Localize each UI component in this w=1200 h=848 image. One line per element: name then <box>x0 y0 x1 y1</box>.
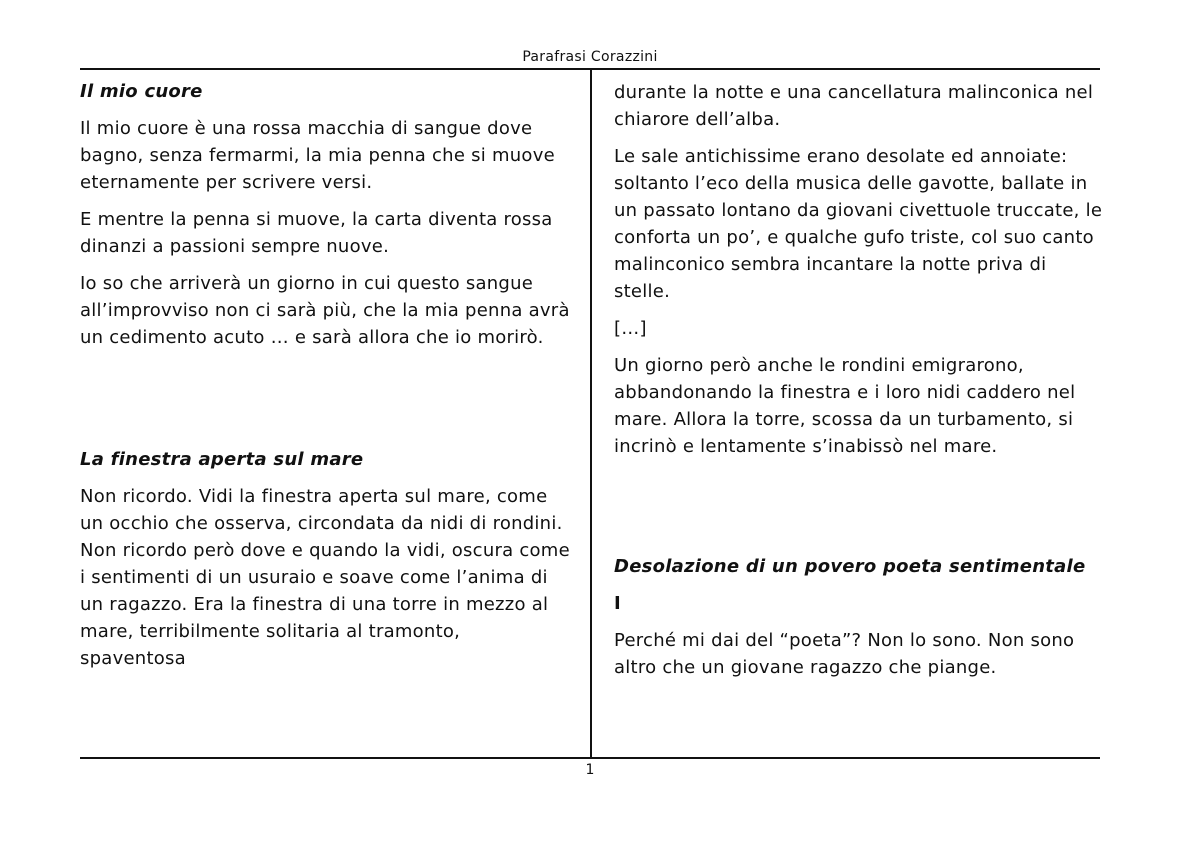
left-column <box>80 78 570 672</box>
paragraph: Non ricordo. Vidi la finestra aperta sul mare, come un occhio che osserva, circondata da nidi di rondini. Non ricordo però dove e quando la vidi, oscura come i sentimenti di un usuraio e soave come l’anima di un ragazzo. Era la finestra di una torre in mezzo al mare, terribilmente solitaria al tramonto, spaventosa <box>80 486 570 669</box>
paragraph: Un giorno però anche le rondini emigrarono, abbandonando la finestra e i loro nidi caddero nel mare. Allora la torre, scossa da un turbamento, si incrinò e lentamente s’inabissò nel mare. <box>614 355 1076 457</box>
paragraph: E mentre la penna si muove, la carta diventa rossa dinanzi a passioni sempre nuove. <box>80 209 553 257</box>
running-header-title: Parafrasi Corazzini <box>522 49 658 65</box>
roman-numeral-heading: I <box>614 593 621 614</box>
section-title-il-mio-cuore: Il mio cuore <box>80 81 203 102</box>
paragraph: Il mio cuore è una rossa macchia di sangue dove bagno, senza fermarmi, la mia penna che si muove eternamente per scrivere versi. <box>80 118 555 193</box>
page-number: 1 <box>585 762 595 778</box>
column-divider <box>590 69 592 758</box>
section-title-la-finestra-aperta-sul-mare: La finestra aperta sul mare <box>80 449 364 470</box>
paragraph: Io so che arriverà un giorno in cui questo sangue all’improvviso non ci sarà più, che la mia penna avrà un cedimento acuto … e sarà allora che io morirò. <box>80 273 570 348</box>
footer-rule <box>80 757 1100 759</box>
right-column <box>614 79 1104 681</box>
paragraph: Le sale antichissime erano desolate ed annoiate: soltanto l’eco della musica delle gavotte, ballate in un passato lontano da giovani civettuole truccate, le conforta un po’, e qualche gufo triste, col suo canto malinconico sembra incantare la notte priva di stelle. <box>614 146 1103 302</box>
paragraph: Perché mi dai del “poeta”? Non lo sono. Non sono altro che un giovane ragazzo che piange. <box>614 630 1075 678</box>
section-title-desolazione: Desolazione di un povero poeta sentimentale <box>614 556 1086 577</box>
paragraph: durante la notte e una cancellatura malinconica nel chiarore dell’alba. <box>614 82 1094 130</box>
ellipsis-marker: […] <box>614 318 647 339</box>
